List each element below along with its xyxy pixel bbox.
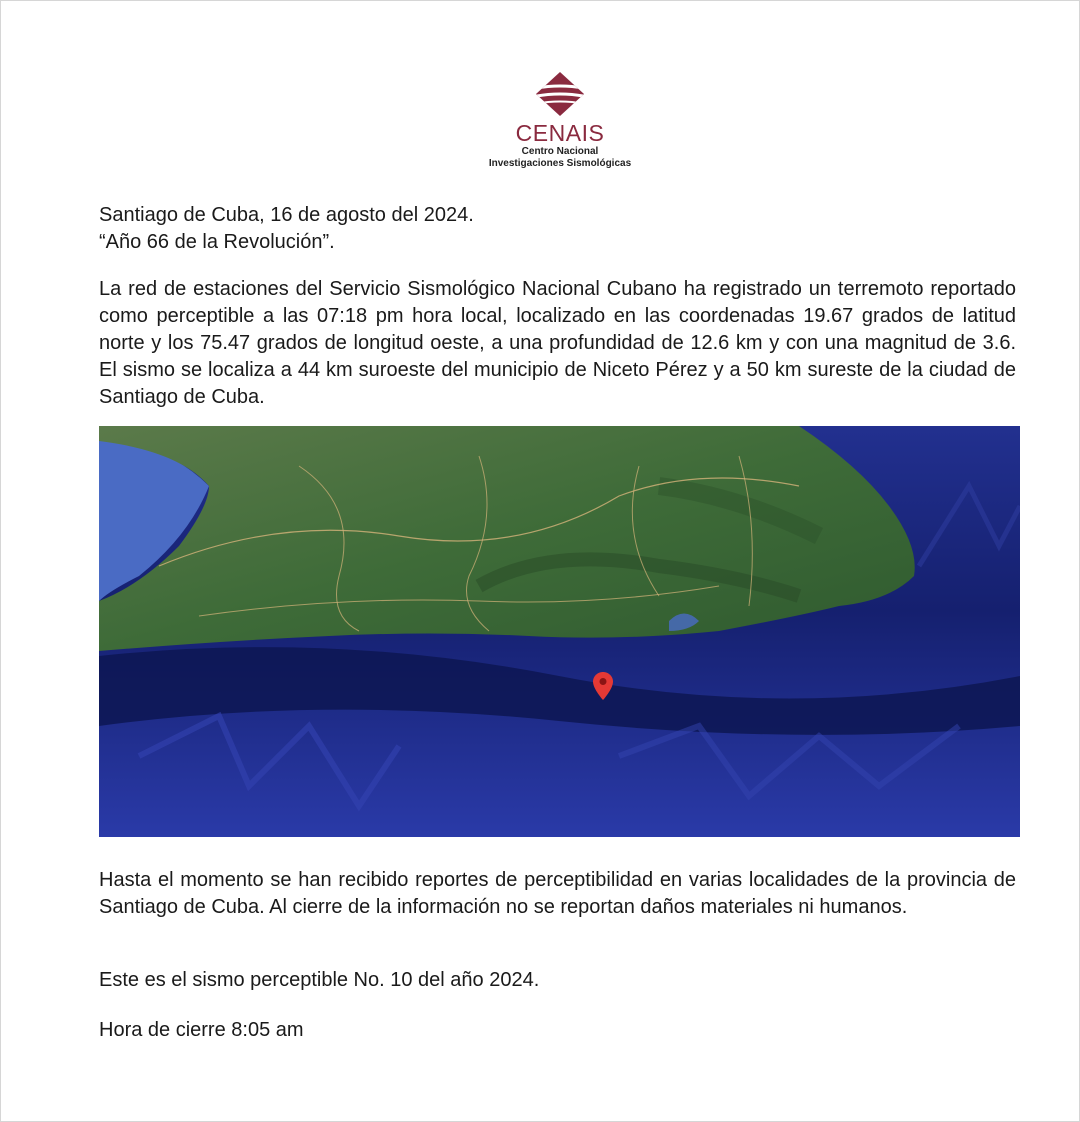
satellite-map-image: [99, 426, 1020, 837]
motto: “Año 66 de la Revolución”.: [99, 231, 335, 253]
satellite-map: [99, 426, 1020, 837]
place-date: Santiago de Cuba, 16 de agosto del 2024.: [99, 204, 474, 226]
logo-subtitle-line1: Centro Nacional: [521, 146, 599, 157]
logo-subtitle-line2: Investigaciones Sismológicas: [488, 158, 632, 169]
cenais-logo: [460, 70, 660, 170]
paragraph-report: La red de estaciones del Servicio Sismológico Nacional Cubano ha registrado un terremoto reportado como perceptible a las 07:18 pm hora local, localizado en las coordenadas 19.67 grados de latitud norte y los 75.47 grados de longitud oeste, a una profundidad de 12.6 km y con una magnitud de 3.6. El sismo se localiza a 44 km suroeste del municipio de Niceto Pérez y a 50 km sureste de la ciudad de Santiago de Cuba.: [99, 278, 1016, 408]
map-pin-icon[interactable]: [593, 672, 613, 700]
logo-name: CENAIS: [515, 120, 605, 146]
cenais-logo-icon: [534, 70, 586, 118]
paragraph-count: Este es el sismo perceptible No. 10 del año 2024.: [99, 969, 540, 991]
closing-time: Hora de cierre 8:05 am: [99, 1019, 304, 1041]
paragraph-perceptibility: Hasta el momento se han recibido reportes de perceptibilidad en varias localidades de la provincia de Santiago de Cuba. Al cierre de la información no se reportan daños materiales ni humanos.: [99, 869, 1016, 918]
